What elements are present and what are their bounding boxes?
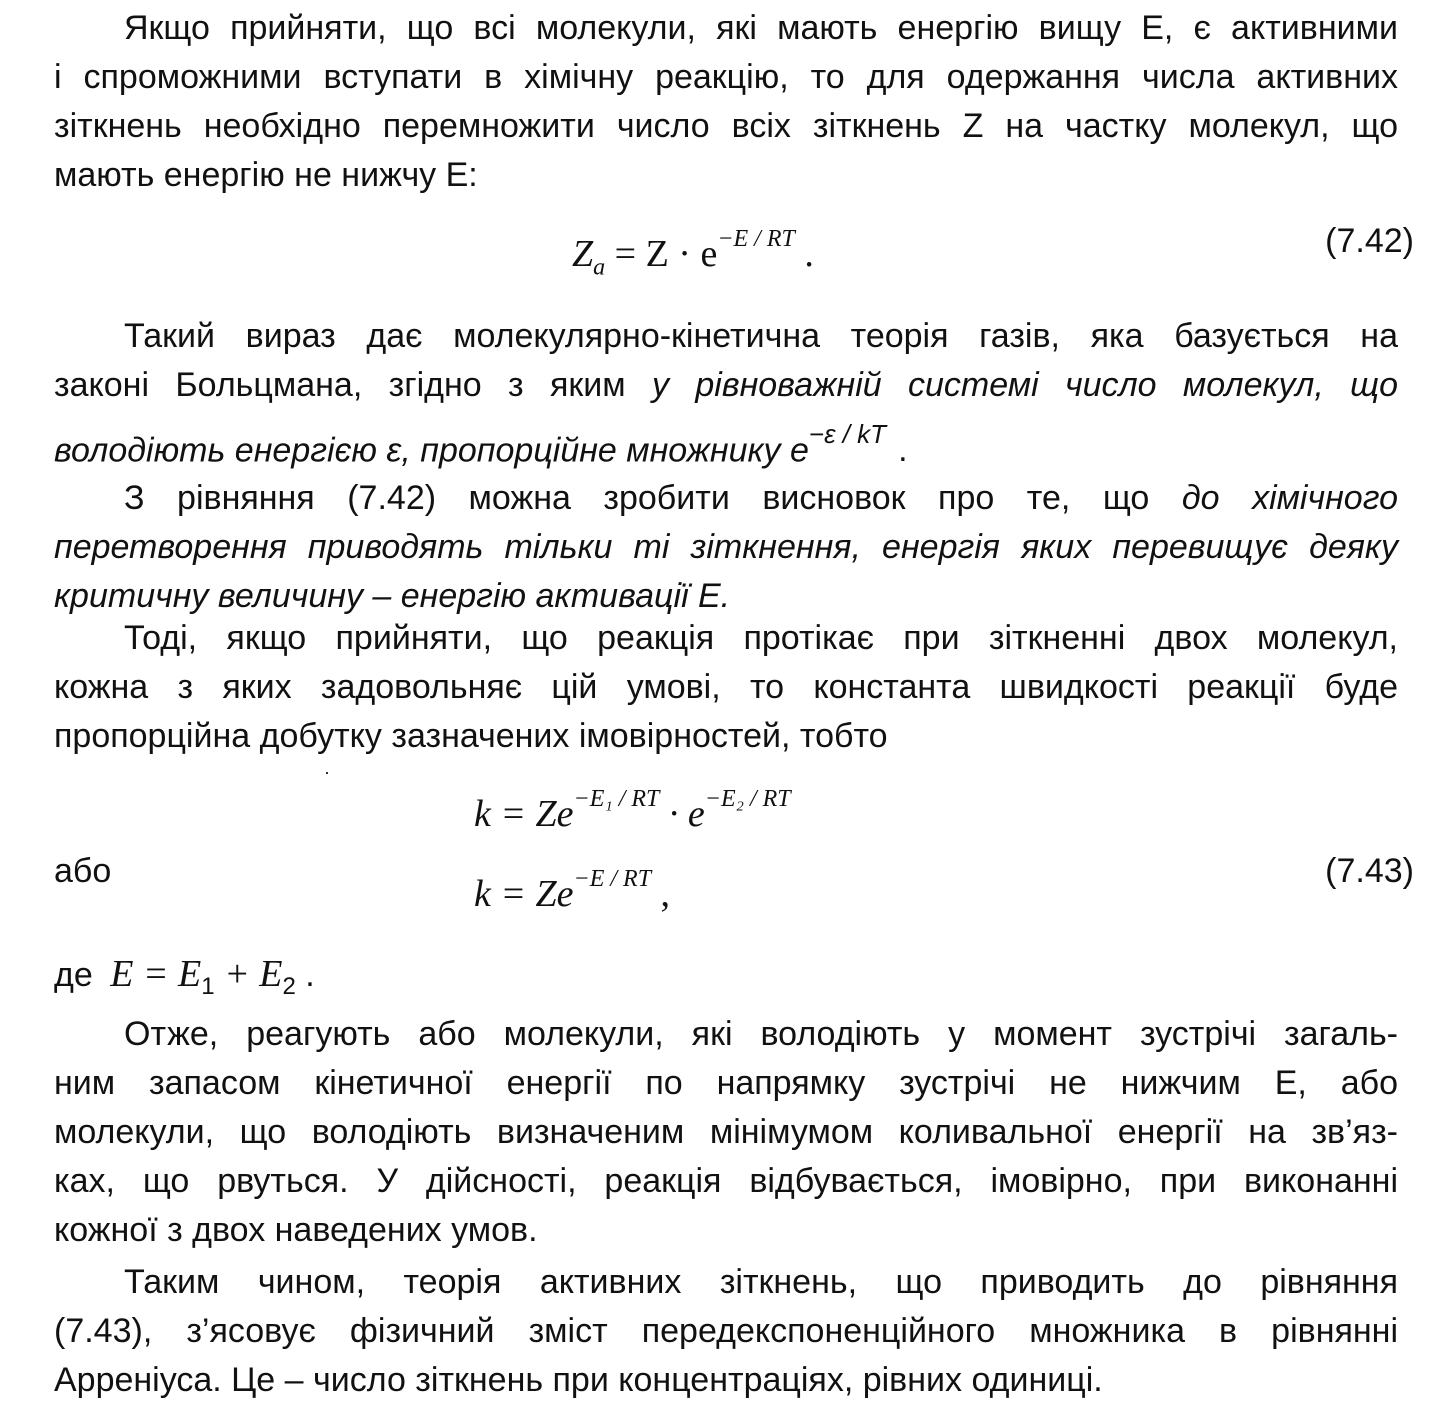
text-line: ках, що рвуться. У дійсності, реакція відбувається, імовірно, при виконанні	[54, 1162, 1398, 1200]
subscript: 1	[201, 972, 215, 1000]
text-line: Такий вираз дає молекулярно-кінетична теорія газів, яка базується на	[124, 317, 1398, 355]
text-segment: законі Больцмана, згідно з яким	[54, 366, 652, 404]
text-line	[54, 361, 1398, 410]
eq-exponent: −E₂ / RT	[704, 786, 791, 813]
exponent: −ε / kT	[808, 419, 887, 449]
paragraph-1	[54, 4, 1398, 200]
italic-segment: до хімічного	[1181, 479, 1398, 517]
equation-7-43-b	[474, 866, 671, 916]
text-line: зіткнень необхідно перемножити число всіх зіткнень Z на частку молекул, що	[54, 107, 1398, 145]
text-line: молекули, що володіють визначеним мінімумом коливальної енергії на зв’яз-	[54, 1113, 1398, 1151]
eq-tail: .	[804, 233, 814, 275]
where-label: де	[54, 956, 93, 994]
eq-mid: · e	[659, 793, 705, 835]
eq-exponent: −E / RT	[573, 866, 652, 893]
text-line: пропорційна добутку зазначених імовірностей, тобто	[54, 717, 888, 755]
where-line	[54, 952, 315, 1001]
text-line: кожна з яких задовольняє цій умові, то константа швидкості реакції буде	[54, 668, 1398, 706]
paragraph-4	[54, 614, 1398, 761]
text-line: критичну величину – енергію активації E.	[54, 577, 731, 615]
where-expr: + E	[214, 953, 283, 995]
text-line: Тоді, якщо прийняти, що реакція протікає при зіткненні двох молекул,	[124, 619, 1398, 657]
text-segment: .	[898, 431, 908, 470]
equation-7-43-a	[474, 786, 791, 836]
text-line: Отже, реагують або молекули, які володіють у момент зустрічі загаль-	[124, 1015, 1398, 1053]
text-line: Арреніуса. Це – число зіткнень при концентраціях, рівних одиниці.	[54, 1361, 1103, 1399]
where-expr: E = E	[110, 953, 202, 995]
eq-exponent: −E₁ / RT	[573, 786, 660, 813]
text-line: Якщо прийняти, що всі молекули, які мають енергію вищу E, є активними	[124, 9, 1398, 47]
eq-base: k = Ze	[474, 873, 574, 915]
text-line	[54, 416, 1398, 475]
eq-symbol: Z	[572, 233, 594, 275]
text-line: ним запасом кінетичної енергії по напрямку зустрічі не нижчим E, або	[54, 1064, 1398, 1102]
text-line: і спроможними вступати в хімічну реакцію, то для одержання числа активних	[54, 58, 1398, 96]
italic-segment: у рівноважній системі число молекул, що	[652, 366, 1398, 404]
text-line: кожної з двох наведених умов.	[54, 1211, 538, 1249]
text-line: (7.43), з’ясовує фізичний зміст передекспоненційного множника в рівнянні	[54, 1312, 1398, 1350]
equation-7-42	[572, 226, 814, 282]
or-label: або	[54, 852, 112, 890]
eq-subscript: a	[593, 254, 606, 281]
text-line	[54, 474, 1398, 523]
paragraph-2	[54, 312, 1398, 475]
speck	[326, 772, 328, 774]
eq-exponent: −E / RT	[717, 226, 795, 253]
eq-base: k = Ze	[474, 793, 574, 835]
equation-number-7-43: (7.43)	[1325, 852, 1414, 890]
subscript: 2	[282, 972, 296, 1000]
text-segment: З рівняння (7.42) можна зробити висновок про те, що	[124, 479, 1182, 517]
paragraph-5	[54, 1010, 1398, 1255]
eq-rhs: = Z · e	[614, 233, 718, 275]
paragraph-6	[54, 1258, 1398, 1405]
text-segment: .	[295, 956, 315, 994]
text-line: мають енергію не нижчу E:	[54, 156, 478, 194]
paragraph-3	[54, 474, 1398, 621]
eq-tail: ,	[651, 873, 671, 915]
text-line: Таким чином, теорія активних зіткнень, що приводить до рівняння	[124, 1263, 1398, 1301]
equation-number-7-42: (7.42)	[1325, 222, 1414, 260]
text-line: перетворення приводять тільки ті зіткнення, енергія яких перевищує деяку	[54, 528, 1398, 566]
italic-segment: володіють енергією ε, пропорційне множнику e	[54, 431, 809, 470]
